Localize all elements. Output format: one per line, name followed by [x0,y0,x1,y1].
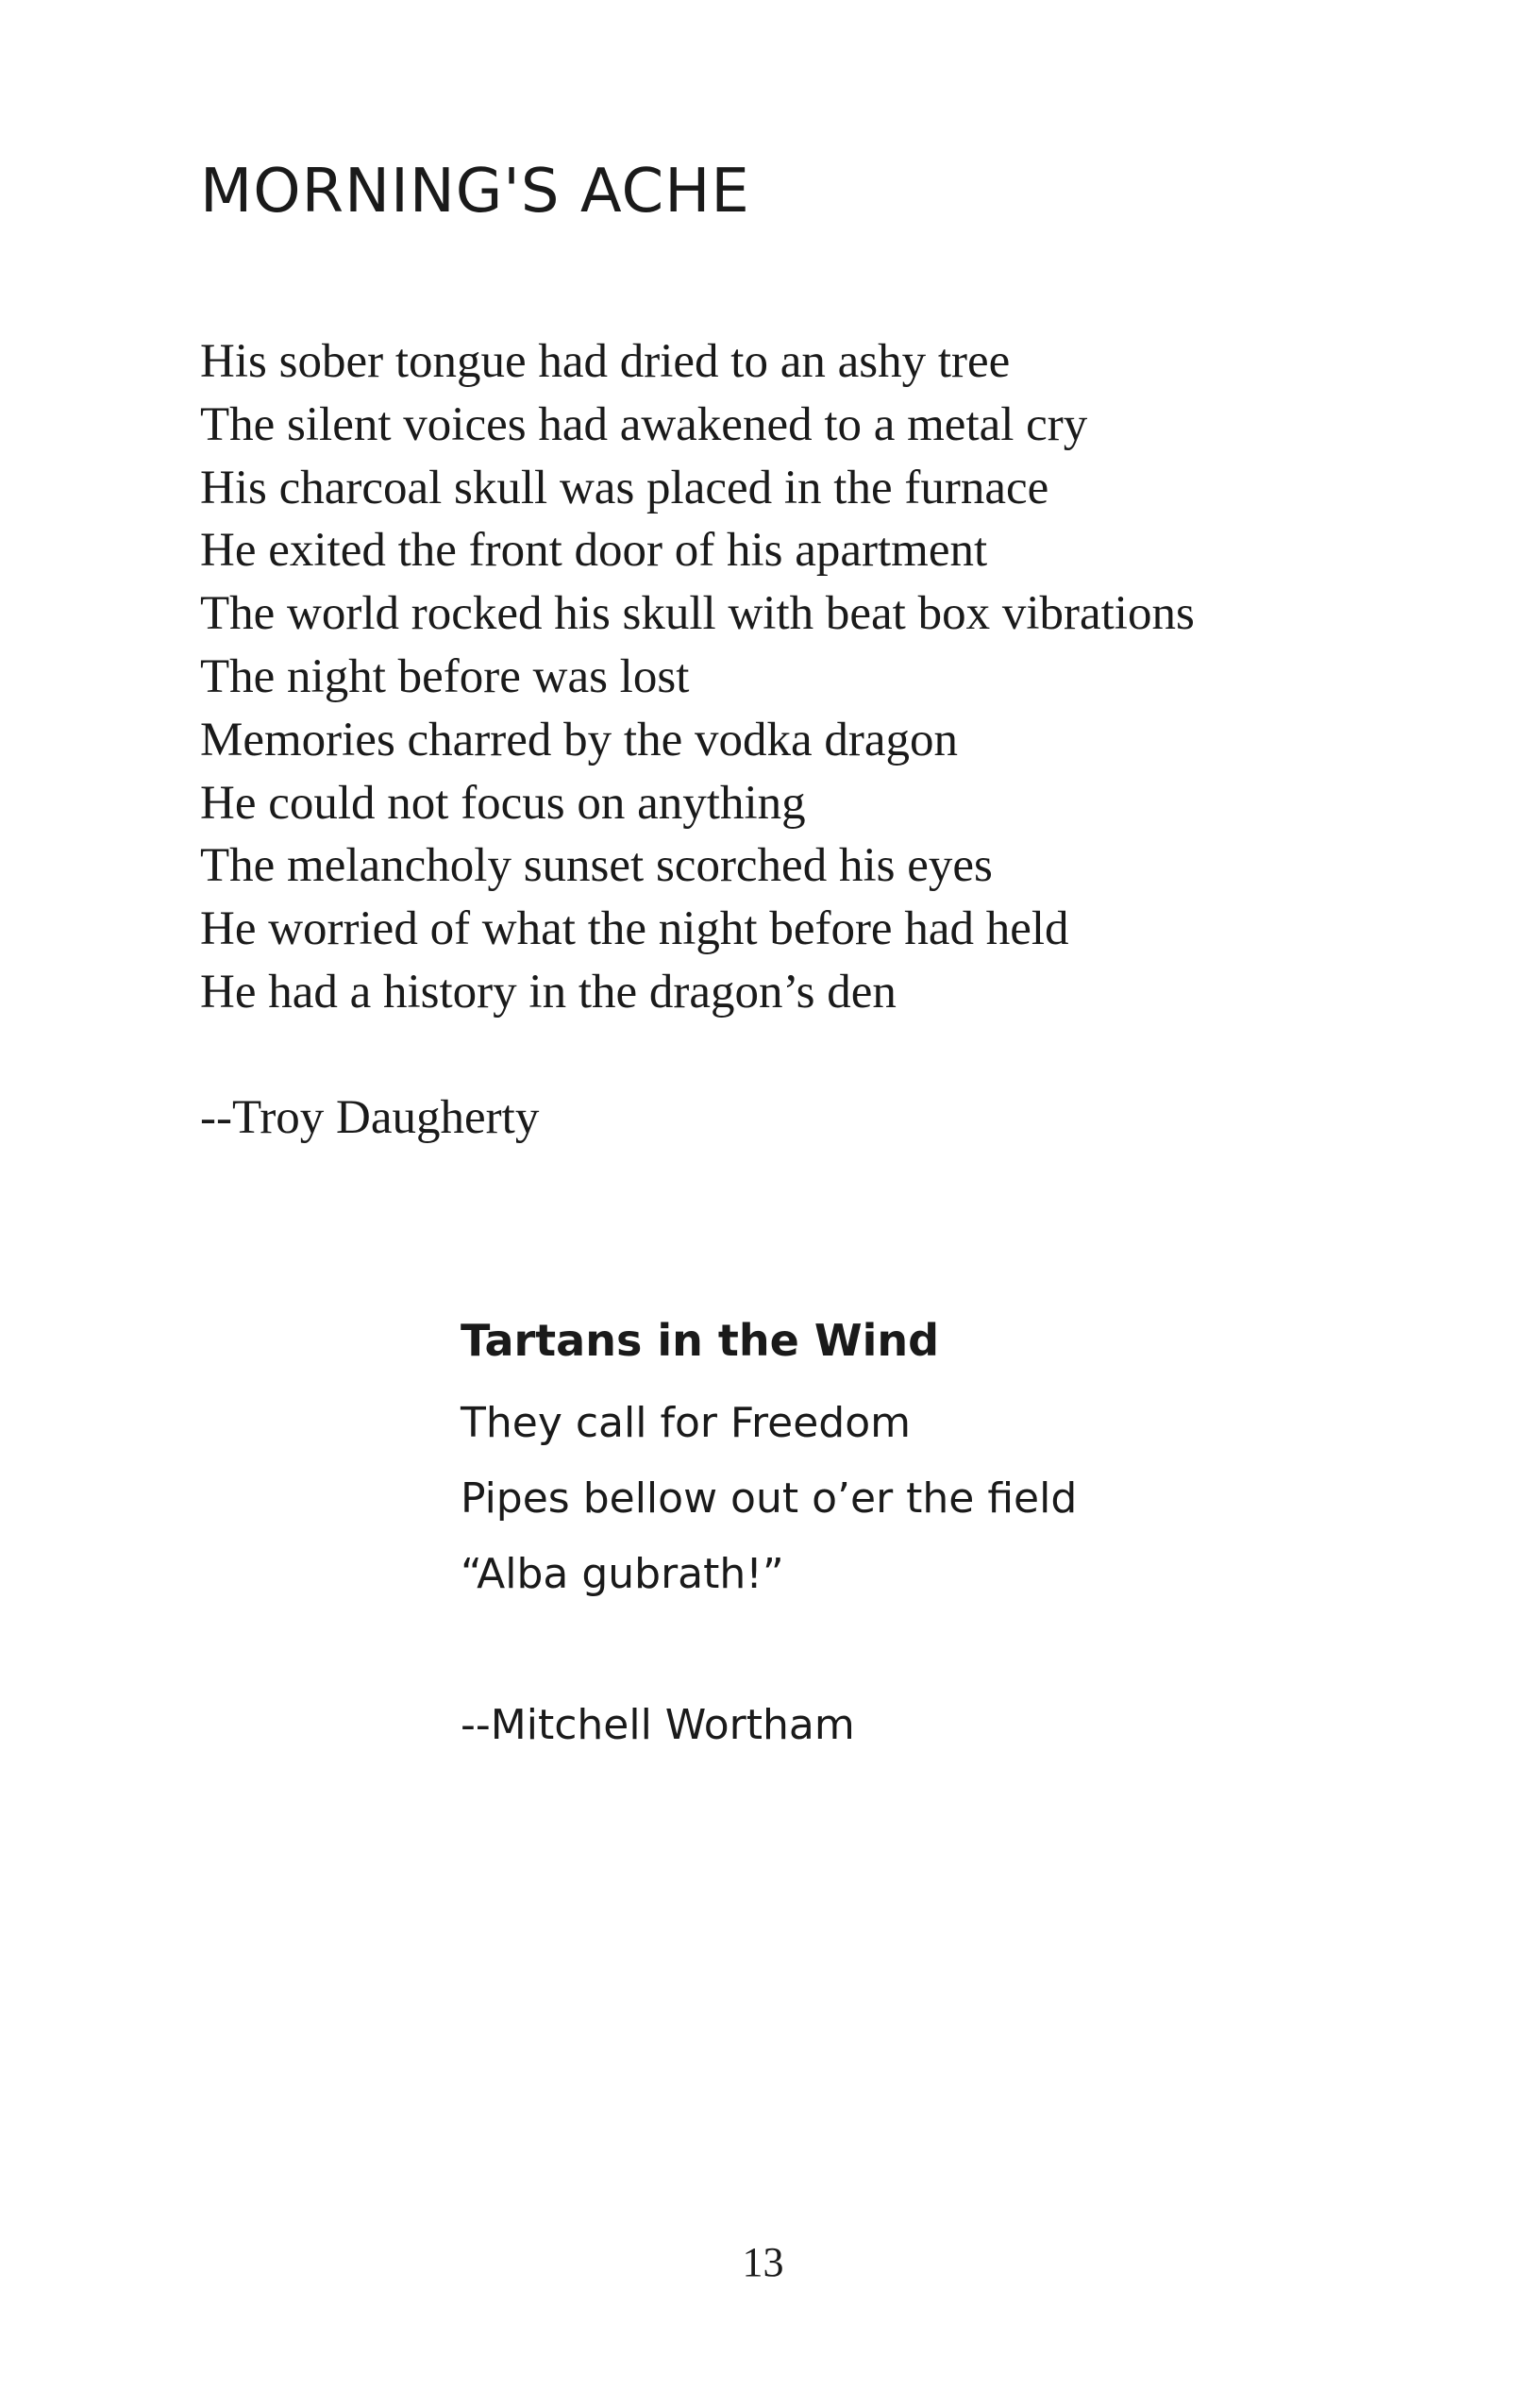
poem-line: His sober tongue had dried to an ashy tree [200,335,1011,388]
poem-line: He had a history in the dragon’s den [200,965,897,1019]
poem-line: “Alba gubrath!” [461,1550,784,1598]
poem-body [461,1386,1310,1612]
poem-line: His charcoal skull was placed in the furnace [200,461,1049,514]
poem-line: He exited the front door of his apartment [200,524,988,578]
poem-tartans-in-the-wind [461,1303,1310,1763]
poem-author: --Troy Daugherty [200,1090,540,1144]
poem-line: He could not focus on anything [200,776,806,830]
poem-line: The night before was lost [200,649,690,703]
page-number: 13 [742,2239,784,2285]
poem-line: The world rocked his skull with beat box vibrations [200,587,1195,641]
poem-title: Tartans in the Wind [461,1315,940,1366]
poem-line: The silent voices had awakened to a metal cry [200,397,1088,451]
poem-line: Memories charred by the vodka dragon [200,713,958,766]
poem-title: MORNING'S ACHE [200,157,750,227]
poem-line: Pipes bellow out o’er the field [461,1474,1078,1523]
poem-mornings-ache [200,149,1427,1149]
poem-line: He worried of what the night before had held [200,902,1069,956]
poem-author: --Mitchell Wortham [461,1701,855,1749]
poem-line: The melancholy sunset scorched his eyes [200,839,993,893]
poem-line: They call for Freedom [461,1399,912,1447]
poem-body [200,330,1427,1024]
